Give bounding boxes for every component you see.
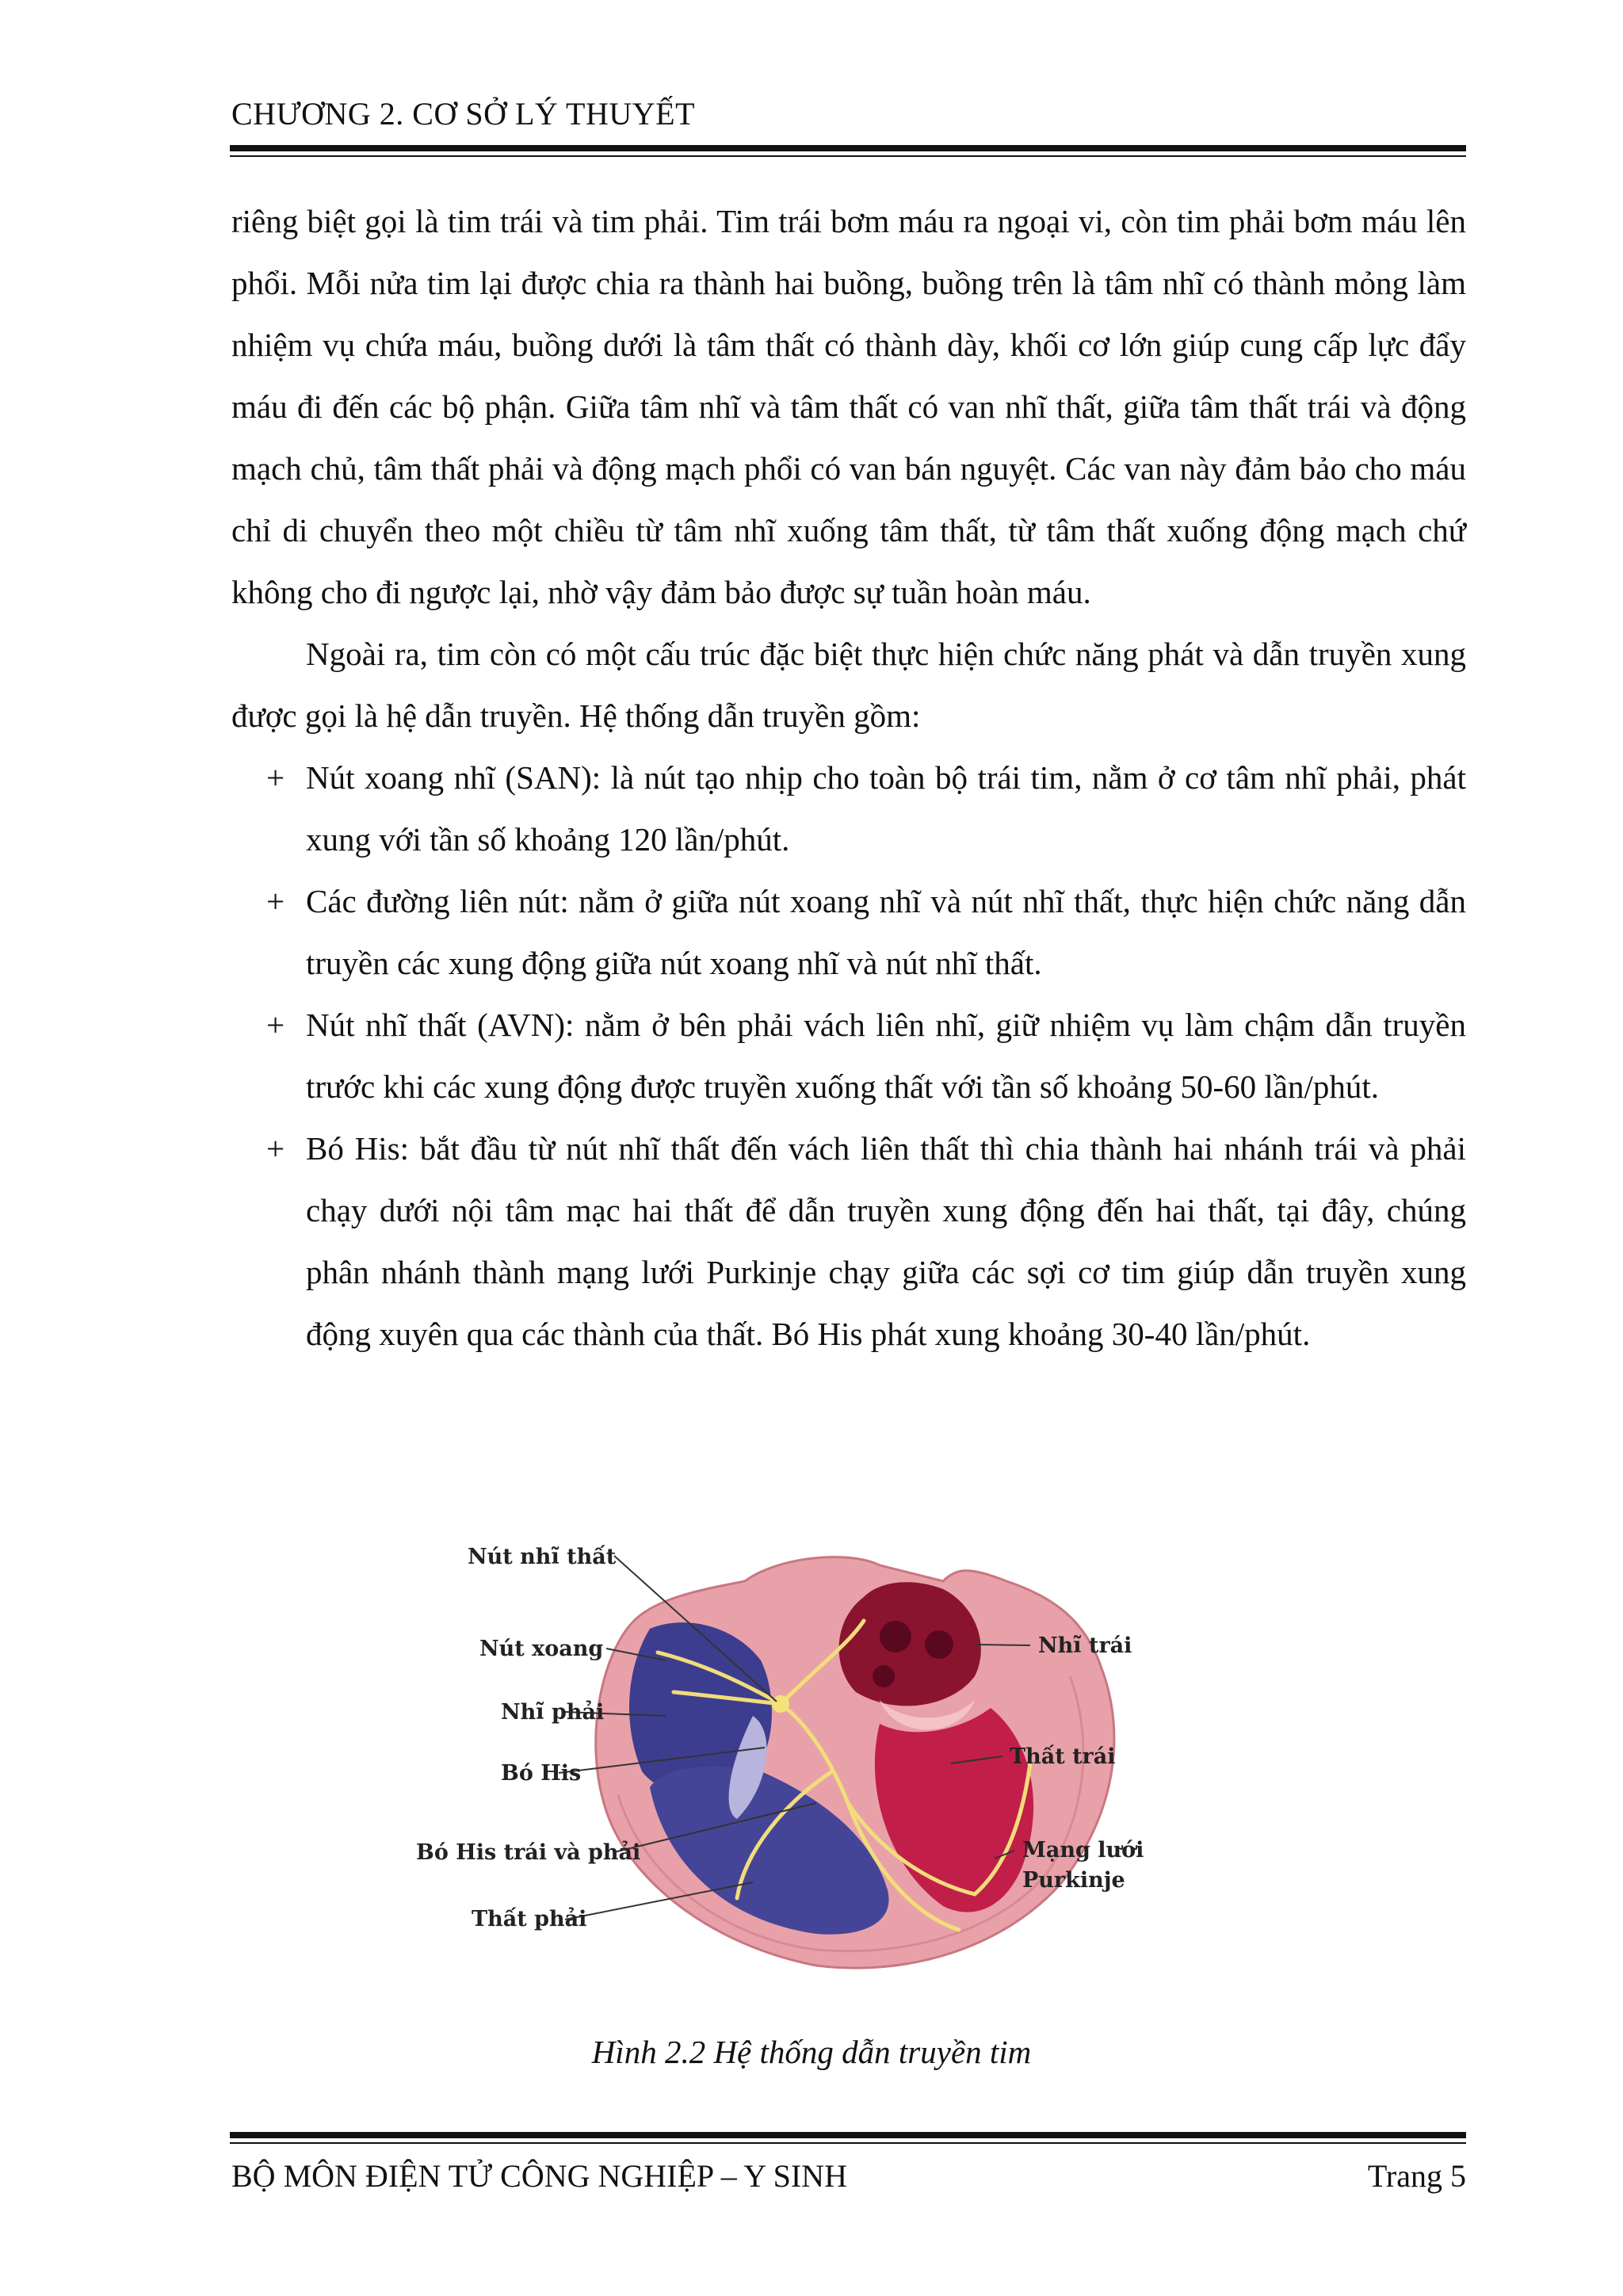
label-that-phai: Thất phải — [472, 1907, 587, 1931]
bullet-mark: + — [266, 1007, 285, 1043]
header-rule-thin — [230, 155, 1466, 157]
label-mang-luoi: Mạng lưới — [1022, 1838, 1144, 1862]
paragraph-1: riêng biệt gọi là tim trái và tim phải. Tim trái bơm máu ra ngoại vi, còn tim phải bơm máu lên phổi. Mỗi nửa tim lại được chia ra thành hai buồng, buồng trên là tâm nhĩ có thành mỏng làm nhiệm vụ chứa máu, buồng dưới là tâm thất có thành dày, khối cơ lớn giúp cung cấp lực đẩy máu đi đến các bộ phận. Giữa tâm nhĩ và tâm thất có van nhĩ thất, giữa tâm thất trái và động mạch chủ, tâm thất phải và động mạch phổi có van bán nguyệt. Các van này đảm bảo cho máu chỉ di chuyển theo một chiều từ tâm nhĩ xuống tâm thất, từ tâm thất xuống động mạch chứ không cho đi ngược lại, nhờ vậy đảm bảo được sự tuần hoàn máu. — [231, 203, 1466, 610]
chapter-header: CHƯƠNG 2. CƠ SỞ LÝ THUYẾT — [231, 96, 696, 132]
header-rule-thick — [230, 145, 1466, 151]
figure-caption: Hình 2.2 Hệ thống dẫn truyền tim — [591, 2034, 1032, 2070]
bullet-text-san: Nút xoang nhĩ (SAN): là nút tạo nhịp cho toàn bộ trái tim, nằm ở cơ tâm nhĩ phải, phát xung với tần số khoảng 120 lần/phút. — [306, 759, 1466, 858]
bullet-text-bo-his: Bó His: bắt đầu từ nút nhĩ thất đến vách liên thất thì chia thành hai nhánh trái và phải chạy dưới nội tâm mạc hai thất để dẫn truyền xung động đến hai thất, tại đây, chúng phân nhánh thành mạng lưới Purkinje chạy giữa các sợi cơ tim giúp dẫn truyền xung động xuyên qua các thành của thất. Bó His phát xung khoảng 30-40 lần/phút. — [306, 1130, 1466, 1352]
list-item — [231, 747, 1466, 870]
list-item — [231, 870, 1466, 994]
heart-diagram — [404, 1534, 1316, 1993]
label-that-trai: Thất trái — [1010, 1744, 1116, 1769]
label-nut-xoang: Nút xoang — [479, 1637, 604, 1661]
body-text — [231, 190, 1466, 1365]
bullet-mark: + — [266, 759, 285, 796]
label-nut-nhi-that: Nút nhĩ thất — [468, 1545, 617, 1569]
page-number: Trang 5 — [1367, 2158, 1466, 2194]
footer-rule-thick — [230, 2132, 1466, 2138]
pulmonary-vein — [880, 1621, 911, 1652]
footer-department: BỘ MÔN ĐIỆN TỬ CÔNG NGHIỆP – Y SINH — [231, 2158, 847, 2194]
label-nhi-trai: Nhĩ trái — [1038, 1633, 1132, 1658]
paragraph-2: Ngoài ra, tim còn có một cấu trúc đặc biệt thực hiện chức năng phát và dẫn truyền xung được gọi là hệ dẫn truyền. Hệ thống dẫn truyền gồm: — [231, 636, 1466, 734]
footer-rule-thin — [230, 2142, 1466, 2144]
bullet-text-avn: Nút nhĩ thất (AVN): nằm ở bên phải vách liên nhĩ, giữ nhiệm vụ làm chậm dẫn truyền trước khi các xung động được truyền xuống thất với tần số khoảng 50-60 lần/phút. — [306, 1007, 1466, 1105]
bullet-mark: + — [266, 883, 285, 919]
bullet-text-lien-nut: Các đường liên nút: nằm ở giữa nút xoang nhĩ và nút nhĩ thất, thực hiện chức năng dẫn truyền các xung động giữa nút xoang nhĩ và nút nhĩ thất. — [306, 883, 1466, 981]
list-item — [231, 1117, 1466, 1365]
sa-node — [772, 1695, 789, 1713]
label-bo-his-trai-phai: Bó His trái và phải — [416, 1840, 641, 1865]
label-bo-his: Bó His — [501, 1761, 582, 1786]
pulmonary-vein — [873, 1665, 895, 1687]
label-nhi-phai: Nhĩ phải — [501, 1700, 605, 1725]
pulmonary-vein — [925, 1630, 953, 1659]
list-item — [231, 994, 1466, 1117]
heart-conduction-figure — [404, 1534, 1316, 1993]
label-purkinje: Purkinje — [1022, 1868, 1125, 1893]
bullet-mark: + — [266, 1130, 285, 1167]
